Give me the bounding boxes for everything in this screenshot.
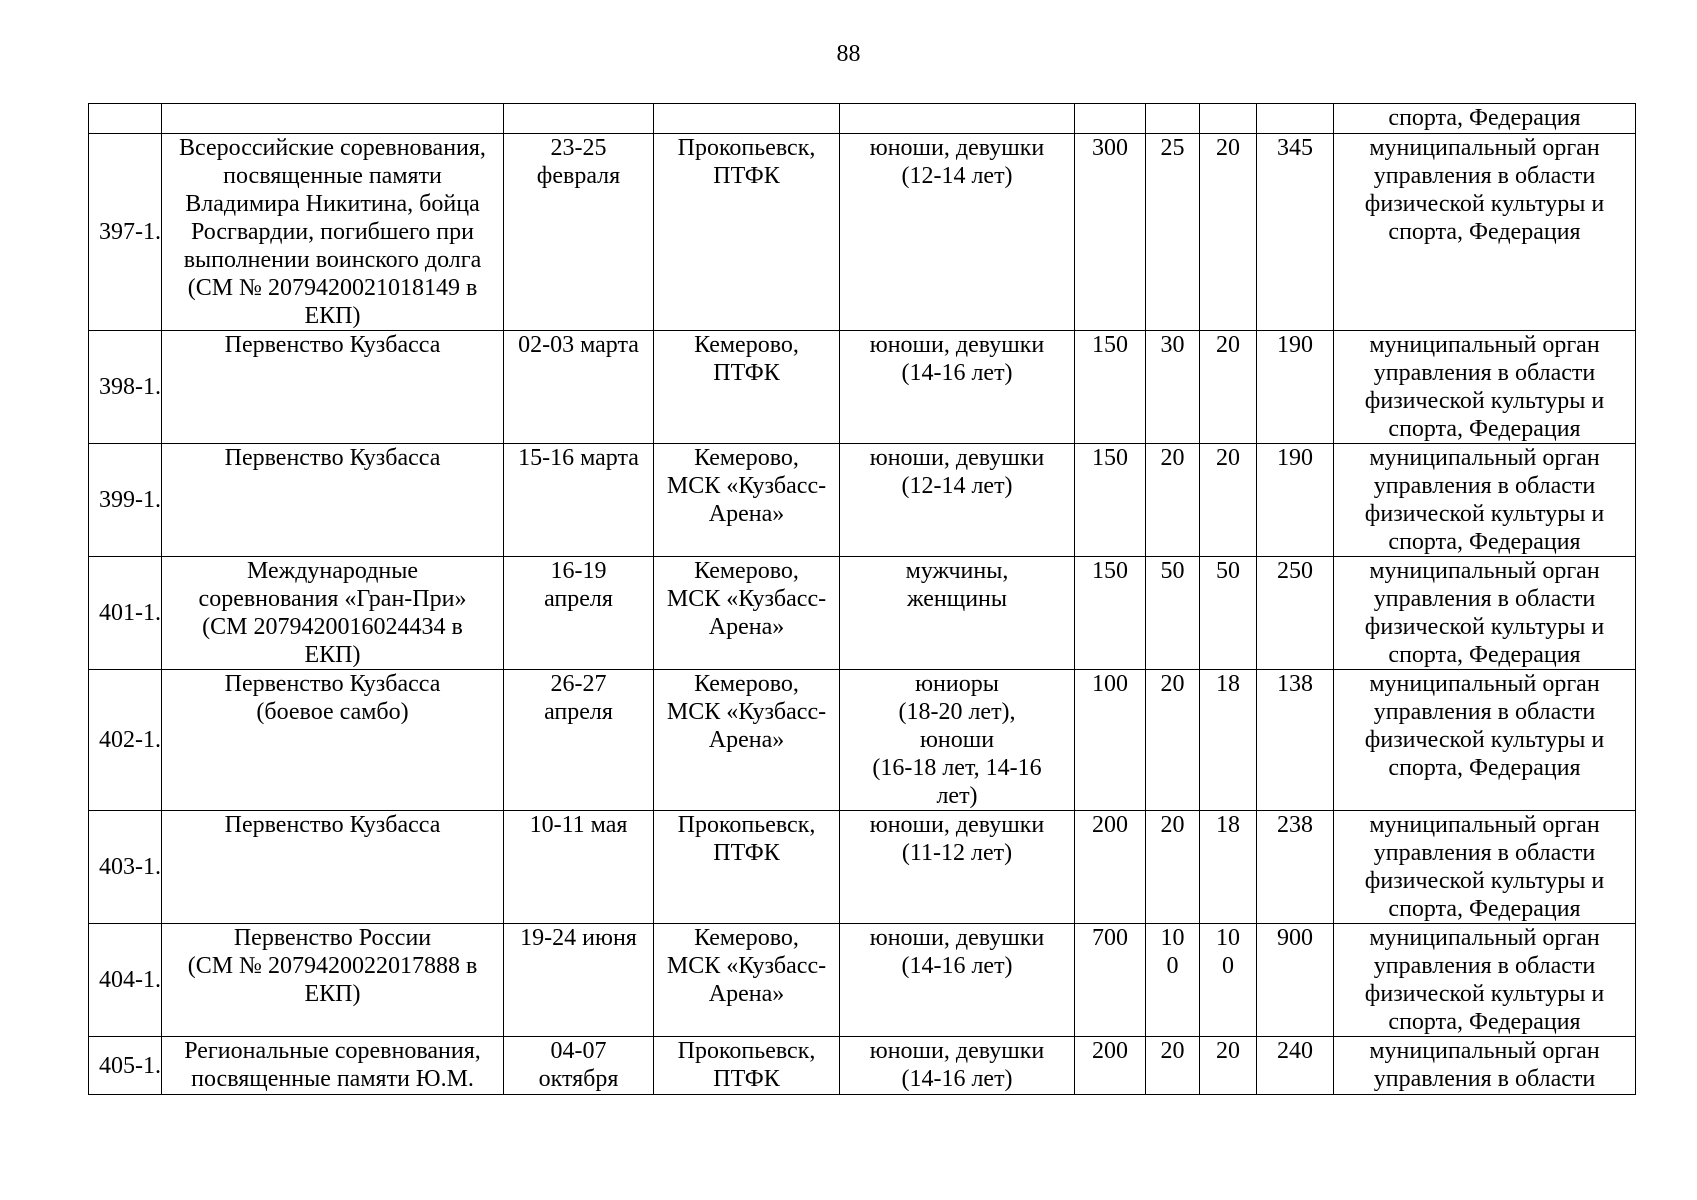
count-cell-2-line: 25	[1160, 135, 1185, 161]
table-row	[89, 134, 1636, 331]
name-cell-line: Первенство Кузбасса	[224, 812, 441, 838]
count-cell-1	[1075, 134, 1146, 331]
number-cell: 399-1.	[89, 444, 162, 557]
name-cell	[162, 1037, 504, 1095]
organizer-cell-line: спорта, Федерация	[1388, 105, 1581, 131]
count-cell-3	[1200, 924, 1257, 1037]
total-cell	[1257, 924, 1334, 1037]
name-cell	[162, 331, 504, 444]
place-cell-line: ПТФК	[713, 163, 780, 189]
count-cell-3-line: 0	[1222, 953, 1234, 979]
number-cell	[89, 104, 162, 134]
count-cell-3-line: 20	[1216, 135, 1240, 161]
organizer-cell-line: спорта, Федерация	[1388, 1009, 1581, 1035]
participants-cell	[840, 557, 1075, 670]
organizer-cell-line: управления в области	[1373, 473, 1596, 499]
count-cell-3	[1200, 331, 1257, 444]
dates-cell	[504, 811, 654, 924]
name-cell-line: ЕКП)	[304, 303, 361, 329]
count-cell-2	[1146, 134, 1200, 331]
place-cell	[654, 1037, 840, 1095]
place-cell-line: ПТФК	[713, 360, 780, 386]
dates-cell	[504, 104, 654, 134]
place-cell	[654, 134, 840, 331]
place-cell-line: Арена»	[708, 727, 785, 753]
count-cell-3-line: 18	[1216, 812, 1240, 838]
dates-cell	[504, 924, 654, 1037]
place-cell-line: МСК «Кузбасс-	[666, 473, 827, 499]
organizer-cell-line: физической культуры и	[1364, 191, 1605, 217]
number-cell: 402-1.	[89, 670, 162, 811]
name-cell-line: Региональные соревнования,	[184, 1038, 481, 1064]
organizer-cell-line: муниципальный орган	[1369, 925, 1600, 951]
organizer-cell-line: управления в области	[1373, 699, 1596, 725]
organizer-cell-line: управления в области	[1373, 840, 1596, 866]
name-cell-line: Росгвардии, погибшего при	[191, 219, 474, 245]
dates-cell-line: 02-03 марта	[518, 332, 639, 358]
total-cell-line: 190	[1277, 332, 1313, 358]
dates-cell	[504, 134, 654, 331]
count-cell-3	[1200, 811, 1257, 924]
name-cell-line: выполнении воинского долга	[183, 247, 482, 273]
place-cell-line: Кемерово,	[694, 332, 799, 358]
place-cell	[654, 811, 840, 924]
dates-cell-line: 04-07	[550, 1038, 607, 1064]
organizer-cell-line: спорта, Федерация	[1388, 755, 1581, 781]
count-cell-3	[1200, 104, 1257, 134]
organizer-cell-line: спорта, Федерация	[1388, 896, 1581, 922]
count-cell-3-line: 10	[1216, 925, 1240, 951]
count-cell-1	[1075, 811, 1146, 924]
count-cell-1	[1075, 104, 1146, 134]
participants-cell	[840, 444, 1075, 557]
count-cell-1-line: 100	[1092, 671, 1128, 697]
place-cell-line: Кемерово,	[694, 925, 799, 951]
organizer-cell-line: физической культуры и	[1364, 614, 1605, 640]
organizer-cell-line: муниципальный орган	[1369, 812, 1600, 838]
count-cell-1-line: 150	[1092, 558, 1128, 584]
place-cell	[654, 924, 840, 1037]
participants-cell-line: юниоры	[915, 671, 999, 697]
table-row	[89, 557, 1636, 670]
table-row	[89, 811, 1636, 924]
name-cell-line: Первенство России	[233, 925, 432, 951]
place-cell	[654, 557, 840, 670]
name-cell-line: Первенство Кузбасса	[224, 671, 441, 697]
dates-cell	[504, 1037, 654, 1095]
number-cell: 405-1.	[89, 1037, 162, 1095]
organizer-cell-line: муниципальный орган	[1369, 445, 1600, 471]
organizer-cell-line: муниципальный орган	[1369, 671, 1600, 697]
name-cell-line: (СМ № 2079420021018149 в	[187, 275, 478, 301]
total-cell	[1257, 444, 1334, 557]
organizer-cell	[1334, 924, 1636, 1037]
count-cell-2-line: 50	[1160, 558, 1185, 584]
organizer-cell-line: спорта, Федерация	[1388, 529, 1581, 555]
place-cell-line: Арена»	[708, 981, 785, 1007]
count-cell-1-line: 300	[1092, 135, 1128, 161]
name-cell-line: посвященные памяти	[223, 163, 442, 189]
count-cell-1-line: 200	[1092, 812, 1128, 838]
place-cell-line: Кемерово,	[694, 445, 799, 471]
total-cell	[1257, 811, 1334, 924]
organizer-cell	[1334, 104, 1636, 134]
events-table	[88, 103, 1636, 1095]
place-cell-line: Прокопьевск,	[677, 1038, 816, 1064]
organizer-cell	[1334, 557, 1636, 670]
name-cell-line: Международные	[246, 558, 419, 584]
organizer-cell-line: физической культуры и	[1364, 981, 1605, 1007]
count-cell-3	[1200, 557, 1257, 670]
organizer-cell	[1334, 1037, 1636, 1095]
name-cell-line: (СМ 2079420016024434 в	[202, 614, 463, 640]
place-cell-line: МСК «Кузбасс-	[666, 699, 827, 725]
count-cell-2	[1146, 1037, 1200, 1095]
place-cell	[654, 670, 840, 811]
name-cell-line: ЕКП)	[304, 981, 361, 1007]
total-cell-line: 900	[1277, 925, 1313, 951]
total-cell-line: 138	[1277, 671, 1313, 697]
name-cell-line: Всероссийские соревнования,	[179, 135, 486, 161]
organizer-cell-line: муниципальный орган	[1369, 135, 1600, 161]
participants-cell-line: юноши, девушки	[869, 812, 1045, 838]
place-cell-line: ПТФК	[713, 840, 780, 866]
participants-cell-line: (12-14 лет)	[901, 163, 1013, 189]
participants-cell	[840, 331, 1075, 444]
participants-cell-line: юноши, девушки	[869, 925, 1045, 951]
participants-cell-line: (11-12 лет)	[901, 840, 1013, 866]
organizer-cell-line: управления в области	[1373, 586, 1596, 612]
organizer-cell	[1334, 134, 1636, 331]
dates-cell-line: апреля	[544, 586, 613, 612]
organizer-cell-line: управления в области	[1373, 360, 1596, 386]
participants-cell-line: (14-16 лет)	[901, 360, 1013, 386]
organizer-cell-line: физической культуры и	[1364, 388, 1605, 414]
number-cell: 397-1.	[89, 134, 162, 331]
table-row	[89, 670, 1636, 811]
organizer-cell-line: управления в области	[1373, 953, 1596, 979]
count-cell-1	[1075, 557, 1146, 670]
participants-cell	[840, 1037, 1075, 1095]
organizer-cell	[1334, 670, 1636, 811]
organizer-cell	[1334, 811, 1636, 924]
name-cell-line: Первенство Кузбасса	[224, 332, 441, 358]
participants-cell-line: (12-14 лет)	[901, 473, 1013, 499]
participants-cell-line: юноши, девушки	[869, 445, 1045, 471]
count-cell-3-line: 20	[1216, 332, 1240, 358]
participants-cell-line: лет)	[936, 783, 978, 809]
name-cell	[162, 924, 504, 1037]
dates-cell-line: октября	[538, 1066, 619, 1092]
name-cell	[162, 444, 504, 557]
count-cell-2	[1146, 444, 1200, 557]
place-cell-line: МСК «Кузбасс-	[666, 953, 827, 979]
participants-cell-line: мужчины,	[905, 558, 1009, 584]
count-cell-2	[1146, 811, 1200, 924]
count-cell-2-line: 20	[1160, 671, 1185, 697]
count-cell-3	[1200, 1037, 1257, 1095]
count-cell-3-line: 20	[1216, 1038, 1240, 1064]
dates-cell-line: 10-11 мая	[529, 812, 628, 838]
name-cell	[162, 811, 504, 924]
dates-cell	[504, 557, 654, 670]
total-cell-line: 240	[1277, 1038, 1313, 1064]
total-cell-line: 250	[1277, 558, 1313, 584]
place-cell-line: Прокопьевск,	[677, 135, 816, 161]
count-cell-2-line: 10	[1160, 925, 1185, 951]
name-cell	[162, 670, 504, 811]
participants-cell	[840, 924, 1075, 1037]
dates-cell-line: февраля	[536, 163, 621, 189]
count-cell-1-line: 150	[1092, 332, 1128, 358]
name-cell-line: соревнования «Гран-При»	[198, 586, 467, 612]
place-cell	[654, 331, 840, 444]
number-cell: 398-1.	[89, 331, 162, 444]
place-cell	[654, 104, 840, 134]
dates-cell-line: 23-25	[550, 135, 607, 161]
participants-cell	[840, 811, 1075, 924]
participants-cell-line: женщины	[906, 586, 1008, 612]
participants-cell	[840, 104, 1075, 134]
organizer-cell-line: управления в области	[1373, 163, 1596, 189]
participants-cell-line: юноши	[919, 727, 995, 753]
organizer-cell-line: спорта, Федерация	[1388, 416, 1581, 442]
organizer-cell-line: физической культуры и	[1364, 868, 1605, 894]
organizer-cell-line: спорта, Федерация	[1388, 219, 1581, 245]
name-cell	[162, 134, 504, 331]
dates-cell	[504, 331, 654, 444]
name-cell-line: ЕКП)	[304, 642, 361, 668]
name-cell-line: (СМ № 2079420022017888 в	[187, 953, 478, 979]
participants-cell-line: (18-20 лет),	[898, 699, 1016, 725]
total-cell-line: 190	[1277, 445, 1313, 471]
count-cell-2-line: 20	[1160, 445, 1185, 471]
count-cell-3	[1200, 444, 1257, 557]
count-cell-1	[1075, 444, 1146, 557]
table-row	[89, 331, 1636, 444]
organizer-cell	[1334, 444, 1636, 557]
name-cell-line: (боевое самбо)	[256, 699, 409, 725]
organizer-cell-line: муниципальный орган	[1369, 332, 1600, 358]
table-row	[89, 924, 1636, 1037]
organizer-cell-line: муниципальный орган	[1369, 558, 1600, 584]
count-cell-1-line: 200	[1092, 1038, 1128, 1064]
count-cell-2	[1146, 331, 1200, 444]
page-number: 88	[836, 41, 861, 67]
dates-cell-line: 26-27	[550, 671, 607, 697]
total-cell	[1257, 557, 1334, 670]
place-cell-line: Кемерово,	[694, 671, 799, 697]
dates-cell-line: 15-16 марта	[518, 445, 639, 471]
count-cell-2-line: 20	[1160, 1038, 1185, 1064]
organizer-cell-line: управления в области	[1373, 1066, 1596, 1092]
count-cell-1	[1075, 1037, 1146, 1095]
count-cell-2-line: 20	[1160, 812, 1185, 838]
number-cell: 403-1.	[89, 811, 162, 924]
count-cell-1	[1075, 670, 1146, 811]
dates-cell-line: 19-24 июня	[520, 925, 637, 951]
name-cell-line: Владимира Никитина, бойца	[185, 191, 480, 217]
participants-cell	[840, 134, 1075, 331]
place-cell-line: ПТФК	[713, 1066, 780, 1092]
table-row	[89, 1037, 1636, 1095]
count-cell-1-line: 150	[1092, 445, 1128, 471]
dates-cell	[504, 444, 654, 557]
name-cell	[162, 104, 504, 134]
total-cell	[1257, 331, 1334, 444]
place-cell	[654, 444, 840, 557]
count-cell-2-line: 30	[1160, 332, 1185, 358]
count-cell-3-line: 50	[1216, 558, 1240, 584]
count-cell-3	[1200, 134, 1257, 331]
participants-cell-line: юноши, девушки	[869, 1038, 1045, 1064]
table-row-carry	[89, 104, 1636, 134]
organizer-cell	[1334, 331, 1636, 444]
organizer-cell-line: муниципальный орган	[1369, 1038, 1600, 1064]
dates-cell-line: 16-19	[550, 558, 607, 584]
place-cell-line: Арена»	[708, 501, 785, 527]
dates-cell	[504, 670, 654, 811]
number-cell: 401-1.	[89, 557, 162, 670]
total-cell-line: 345	[1277, 135, 1313, 161]
place-cell-line: Кемерово,	[694, 558, 799, 584]
total-cell	[1257, 1037, 1334, 1095]
participants-cell-line: (16-18 лет, 14-16	[872, 755, 1042, 781]
table-row	[89, 444, 1636, 557]
count-cell-1	[1075, 924, 1146, 1037]
place-cell-line: Прокопьевск,	[677, 812, 816, 838]
total-cell-line: 238	[1277, 812, 1313, 838]
count-cell-2-line: 0	[1166, 953, 1179, 979]
organizer-cell-line: физической культуры и	[1364, 501, 1605, 527]
name-cell-line: посвященные памяти Ю.М.	[191, 1066, 474, 1092]
count-cell-2	[1146, 557, 1200, 670]
total-cell	[1257, 134, 1334, 331]
count-cell-1	[1075, 331, 1146, 444]
participants-cell-line: юноши, девушки	[869, 135, 1045, 161]
total-cell	[1257, 670, 1334, 811]
count-cell-3	[1200, 670, 1257, 811]
count-cell-3-line: 20	[1216, 445, 1240, 471]
count-cell-3-line: 18	[1216, 671, 1240, 697]
participants-cell-line: юноши, девушки	[869, 332, 1045, 358]
place-cell-line: Арена»	[708, 614, 785, 640]
participants-cell-line: (14-16 лет)	[901, 953, 1013, 979]
number-cell: 404-1.	[89, 924, 162, 1037]
name-cell	[162, 557, 504, 670]
place-cell-line: МСК «Кузбасс-	[666, 586, 827, 612]
count-cell-2	[1146, 924, 1200, 1037]
participants-cell-line: (14-16 лет)	[901, 1066, 1013, 1092]
participants-cell	[840, 670, 1075, 811]
count-cell-1-line: 700	[1092, 925, 1128, 951]
organizer-cell-line: спорта, Федерация	[1388, 642, 1581, 668]
organizer-cell-line: физической культуры и	[1364, 727, 1605, 753]
dates-cell-line: апреля	[544, 699, 613, 725]
count-cell-2	[1146, 104, 1200, 134]
total-cell	[1257, 104, 1334, 134]
count-cell-2	[1146, 670, 1200, 811]
name-cell-line: Первенство Кузбасса	[224, 445, 441, 471]
